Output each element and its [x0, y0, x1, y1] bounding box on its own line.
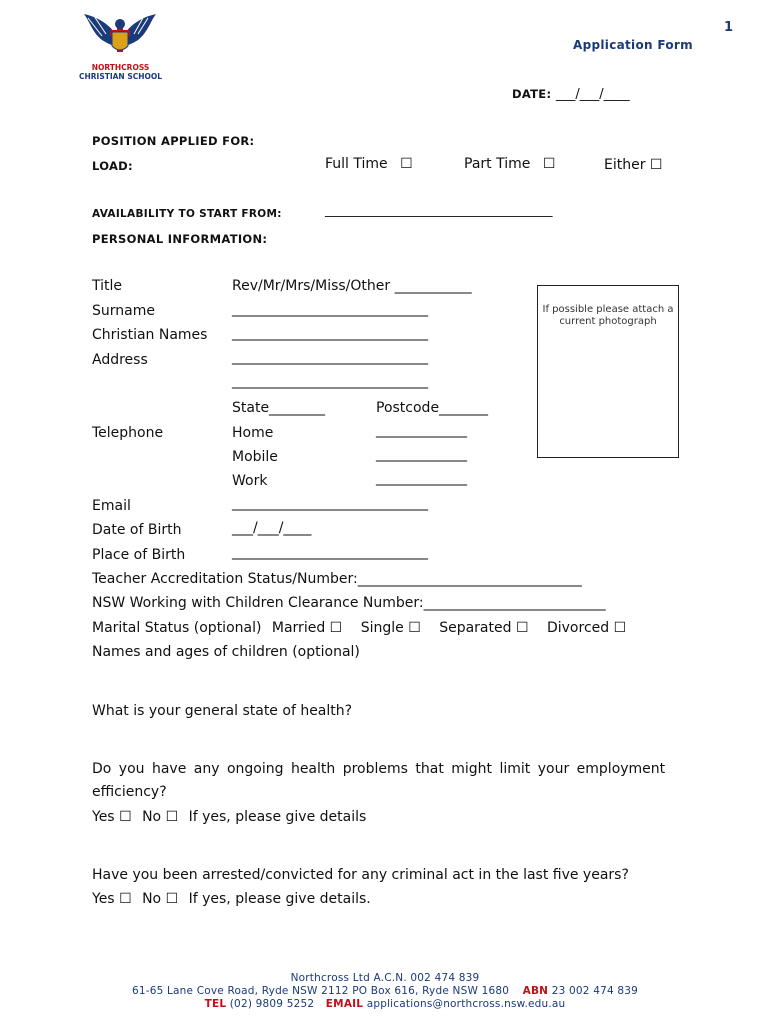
arrested-no-checkbox[interactable]: ☐ — [165, 891, 179, 907]
logo-line1: NORTHCROSS — [91, 63, 150, 72]
ongoing-details-label: If yes, please give details — [188, 809, 367, 825]
separated-option[interactable] — [439, 620, 528, 636]
teacher-accreditation-field[interactable]: Teacher Accreditation Status/Number:________________________________ — [92, 571, 582, 587]
load-full-time[interactable] — [325, 156, 413, 172]
pob-label: Place of Birth — [92, 547, 186, 563]
title-field[interactable]: Rev/Mr/Mrs/Miss/Other ___________ — [232, 278, 472, 294]
arrested-answer-row — [92, 891, 371, 907]
full-time-checkbox[interactable]: ☐ — [400, 156, 413, 172]
home-phone-field[interactable]: _____________ — [376, 422, 467, 438]
separated-label: Separated — [439, 620, 512, 636]
ongoing-no-label: No — [142, 809, 162, 825]
form-title: Application Form — [573, 38, 693, 52]
personal-info-label: PERSONAL INFORMATION: — [92, 232, 268, 246]
page-number: 1 — [724, 20, 734, 35]
footer-email-label: EMAIL — [325, 998, 364, 1010]
married-checkbox[interactable]: ☐ — [329, 620, 343, 636]
pob-field[interactable]: ____________________________ — [232, 544, 428, 560]
home-label: Home — [232, 425, 274, 441]
ongoing-question-line1: Do you have any ongoing health problems that might limit your employment — [92, 761, 666, 777]
eagle-cross-icon — [78, 10, 163, 62]
state-field[interactable]: State________ — [232, 400, 326, 416]
health-question: What is your general state of health? — [92, 703, 353, 719]
either-label: Either — [604, 157, 646, 173]
load-part-time[interactable] — [464, 156, 555, 172]
either-checkbox[interactable]: ☐ — [649, 157, 663, 173]
load-either[interactable] — [604, 157, 662, 173]
email-field[interactable]: ____________________________ — [232, 495, 428, 511]
arrested-yes-label: Yes — [92, 891, 115, 907]
ongoing-no-checkbox[interactable]: ☐ — [165, 809, 179, 825]
ongoing-answer-row — [92, 809, 366, 825]
divorced-label: Divorced — [546, 620, 610, 636]
ongoing-yes-label: Yes — [92, 809, 115, 825]
footer-contact-row — [0, 998, 770, 1010]
divorced-option[interactable] — [547, 620, 626, 636]
school-logo — [78, 10, 163, 82]
separated-checkbox[interactable]: ☐ — [515, 620, 529, 636]
christian-names-field[interactable]: ____________________________ — [232, 325, 428, 341]
full-time-label: Full Time — [325, 156, 388, 172]
ongoing-yes-checkbox[interactable]: ☐ — [119, 809, 132, 825]
address-field-1[interactable]: ____________________________ — [232, 349, 428, 365]
married-option[interactable] — [272, 620, 342, 636]
photo-note: If possible please attach a current photograph — [542, 304, 674, 327]
ongoing-question-line2: efficiency? — [92, 784, 167, 800]
availability-label: AVAILABILITY TO START FROM: — [92, 208, 282, 220]
address-label: Address — [92, 352, 148, 368]
telephone-label: Telephone — [92, 425, 164, 441]
photo-box[interactable] — [537, 285, 679, 458]
married-label: Married — [271, 620, 326, 636]
address-field-2[interactable]: ____________________________ — [232, 373, 428, 389]
logo-line2: CHRISTIAN SCHOOL — [78, 72, 163, 81]
surname-label: Surname — [92, 303, 155, 319]
title-label: Title — [92, 278, 123, 294]
mobile-label: Mobile — [232, 449, 278, 465]
arrested-question: Have you been arrested/convicted for any criminal act in the last five years? — [92, 867, 629, 883]
work-phone-field[interactable]: _____________ — [376, 470, 467, 486]
part-time-label: Part Time — [464, 156, 531, 172]
footer-abn-value: 23 002 474 839 — [551, 985, 639, 997]
load-label: LOAD: — [92, 159, 133, 173]
dob-field[interactable]: ___/___/____ — [232, 520, 312, 536]
footer-email-value[interactable]: applications@northcross.nsw.edu.au — [366, 998, 566, 1010]
footer-abn-label: ABN — [522, 985, 549, 997]
part-time-checkbox[interactable]: ☐ — [542, 156, 556, 172]
work-label: Work — [232, 473, 268, 489]
surname-field[interactable]: ____________________________ — [232, 301, 428, 317]
footer-company: Northcross Ltd A.C.N. 002 474 839 — [290, 972, 480, 984]
marital-status-row — [92, 620, 626, 636]
email-label: Email — [92, 498, 131, 514]
date-label: DATE: — [512, 87, 552, 101]
divorced-checkbox[interactable]: ☐ — [613, 620, 627, 636]
postcode-field[interactable]: Postcode_______ — [376, 400, 489, 416]
availability-field[interactable]: ___________________________________ — [325, 203, 553, 218]
mobile-phone-field[interactable]: _____________ — [376, 446, 467, 462]
footer-address: 61-65 Lane Cove Road, Ryde NSW 2112 PO Box 616, Ryde NSW 1680 — [131, 985, 510, 997]
dob-label: Date of Birth — [92, 522, 182, 538]
footer-address-row — [0, 985, 770, 997]
position-label: POSITION APPLIED FOR: — [92, 134, 255, 148]
footer-tel-label: TEL — [204, 998, 227, 1010]
nsw-wwcc-field[interactable]: NSW Working with Children Clearance Number:__________________________ — [92, 595, 606, 611]
children-label: Names and ages of children (optional) — [92, 644, 360, 660]
arrested-details-label: If yes, please give details. — [188, 891, 371, 907]
single-label: Single — [360, 620, 404, 636]
footer-tel-value: (02) 9809 5252 — [229, 998, 315, 1010]
christian-names-label: Christian Names — [92, 327, 208, 343]
arrested-yes-checkbox[interactable]: ☐ — [119, 891, 132, 907]
single-checkbox[interactable]: ☐ — [408, 620, 421, 636]
date-field[interactable]: ___/___/____ — [555, 87, 630, 102]
arrested-no-label: No — [142, 891, 162, 907]
marital-label: Marital Status (optional) — [92, 620, 262, 636]
single-option[interactable] — [361, 620, 421, 636]
date-row — [512, 86, 630, 102]
